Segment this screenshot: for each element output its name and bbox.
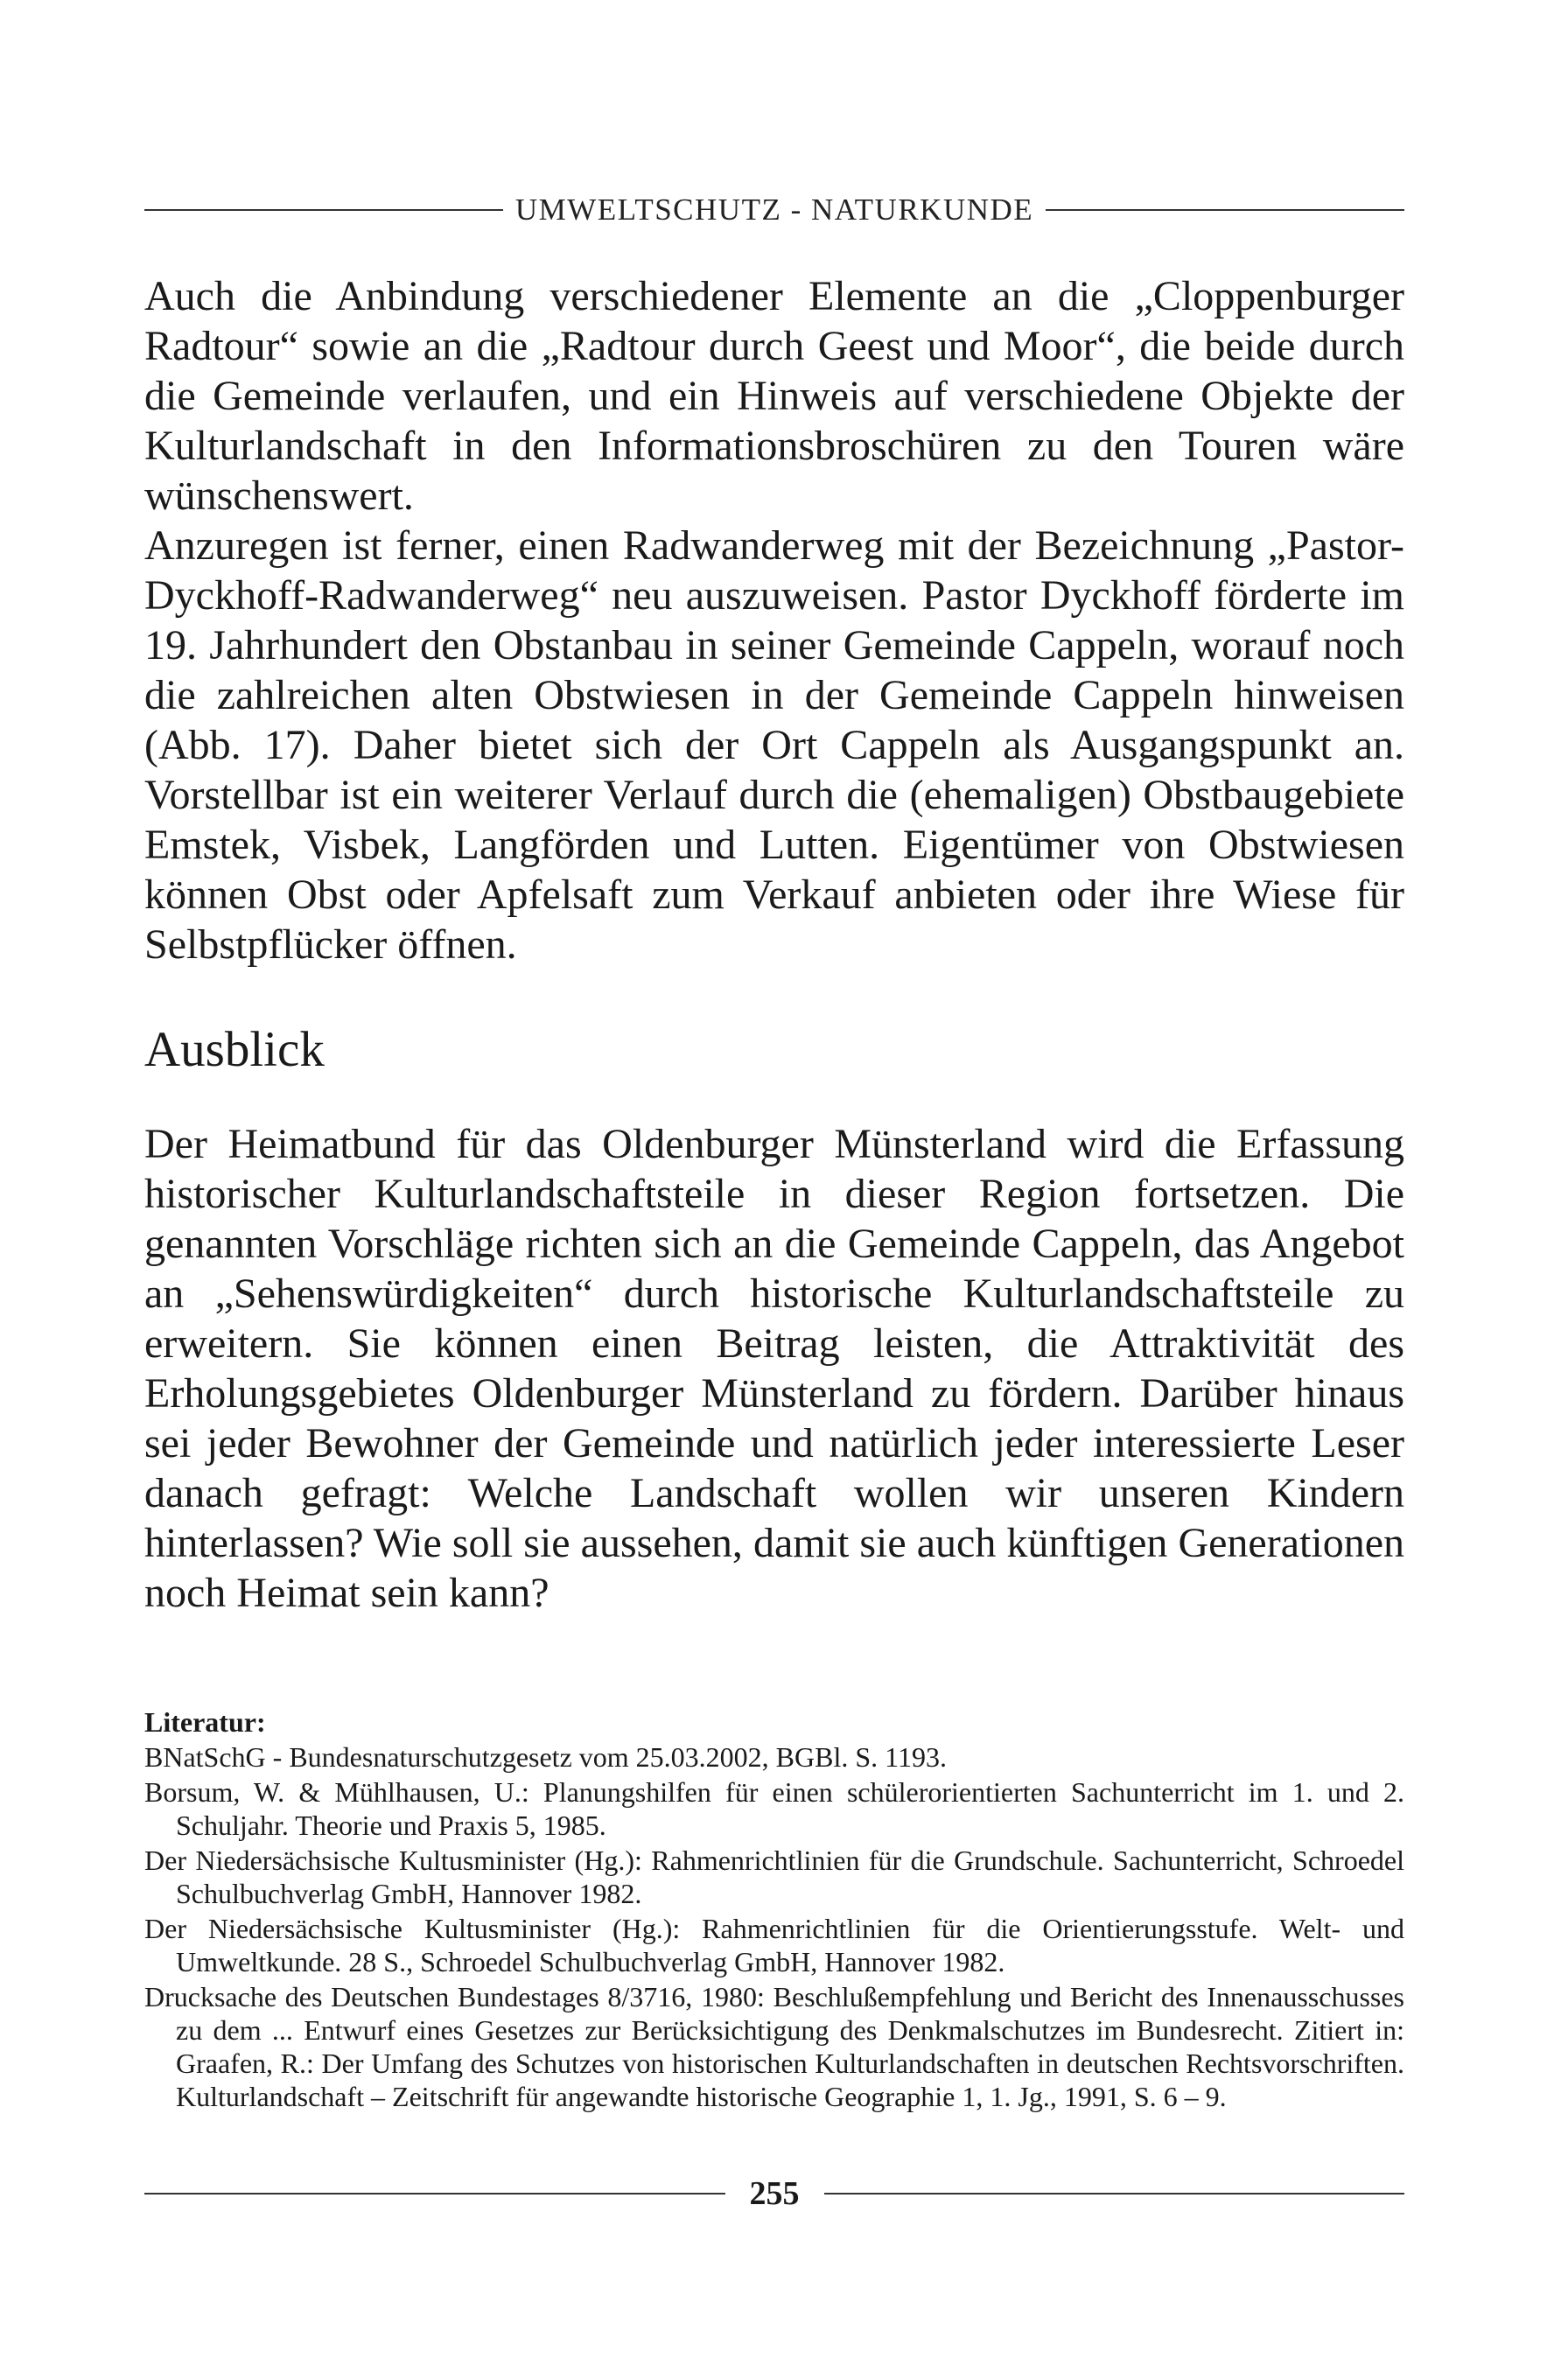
literature-entry: BNatSchG - Bundesnaturschutzgesetz vom 25.03.2002, BGBl. S. 1193. xyxy=(144,1741,947,1774)
page-number: 255 xyxy=(749,2175,800,2212)
literature-title: Literatur: xyxy=(144,1706,266,1739)
literature-entry: Borsum, W. & Mühlhausen, U.: Planungshilfen für einen schülerorientierten Sachunterricht im 1. und 2. Schuljahr. Theorie und Praxis 5, 1985. xyxy=(144,1776,1404,1842)
running-title: UMWELTSCHUTZ - NATURKUNDE xyxy=(514,192,1034,227)
page-footer xyxy=(144,2174,1404,2213)
paragraph: Anzuregen ist ferner, einen Radwanderweg mit der Bezeichnung „Pastor-Dyckhoff-Radwanderweg“ neu auszuweisen. Pastor Dyckhoff förderte im 19. Jahrhundert den Obstanbau in seiner Gemeinde Cappeln, worauf noch die zahlreichen alten Obstwiesen in der Gemeinde Cappeln hinweisen (Abb. 17). Daher bietet sich der Ort Cappeln als Ausgangspunkt an. Vorstellbar ist ein weiterer Verlauf durch die (ehemaligen) Obstbaugebiete Emstek, Visbek, Langförden und Lutten. Eigentümer von Obstwiesen können Obst oder Apfelsaft zum Verkauf anbieten oder ihre Wiese für Selbstpflücker öffnen. xyxy=(144,522,1404,968)
main-text xyxy=(144,271,1404,1618)
literature-entry: Drucksache des Deutschen Bundestages 8/3716, 1980: Beschlußempfehlung und Bericht des Innenausschusses zu dem ... Entwurf eines Gesetzes zur Berücksichtigung des Denkmalschutzes im Bundesrecht. Zitiert in: Graafen, R.: Der Umfang des Schutzes von historischen Kulturlandschaften in deutschen Rechtsvorschriften. Kulturlandschaft – Zeitschrift für angewandte historische Geographie 1, 1. Jg., 1991, S. 6 – 9. xyxy=(144,1981,1404,2113)
section-heading: Ausblick xyxy=(144,1022,325,1077)
section-paragraph: Der Heimatbund für das Oldenburger Münsterland wird die Erfassung historischer Kulturlandschaftsteile in dieser Region fortsetzen. Die genannten Vorschläge richten sich an die Gemeinde Cappeln, das Angebot an „Sehenswürdigkeiten“ durch historische Kulturlandschaftsteile zu erweitern. Sie können einen Beitrag leisten, die Attraktivität des Erholungsgebietes Oldenburger Münsterland zu fördern. Darüber hinaus sei jeder Bewohner der Gemeinde und natürlich jeder interessierte Leser danach gefragt: Welche Landschaft wollen wir unseren Kindern hinterlassen? Wie soll sie aussehen, damit sie auch künftigen Generationen noch Heimat sein kann? xyxy=(144,1121,1404,1617)
literature-entry: Der Niedersächsische Kultusminister (Hg.): Rahmenrichtlinien für die Orientierungsstufe. Welt- und Umweltkunde. 28 S., Schroedel Schulbuchverlag GmbH, Hannover 1982. xyxy=(144,1913,1404,1978)
header-rule-left xyxy=(144,209,503,211)
footer-rule-left xyxy=(144,2193,725,2194)
paragraph: Auch die Anbindung verschiedener Elemente an die „Cloppenburger Radtour“ sowie an die „Radtour durch Geest und Moor“, die beide durch die Gemeinde verlaufen, und ein Hinweis auf verschiedene Objekte der Kulturlandschaft in den Informationsbroschüren zu den Touren wäre wünschenswert. xyxy=(144,273,1404,519)
literature-entry: Der Niedersächsische Kultusminister (Hg.): Rahmenrichtlinien für die Grundschule. Sachunterricht, Schroedel Schulbuchverlag GmbH, Hannover 1982. xyxy=(144,1844,1404,1910)
footer-rule-right xyxy=(824,2193,1405,2194)
document-page xyxy=(144,184,1404,2319)
header-rule-right xyxy=(1046,209,1404,211)
running-header xyxy=(144,184,1404,236)
literature-list xyxy=(144,1705,1404,2113)
